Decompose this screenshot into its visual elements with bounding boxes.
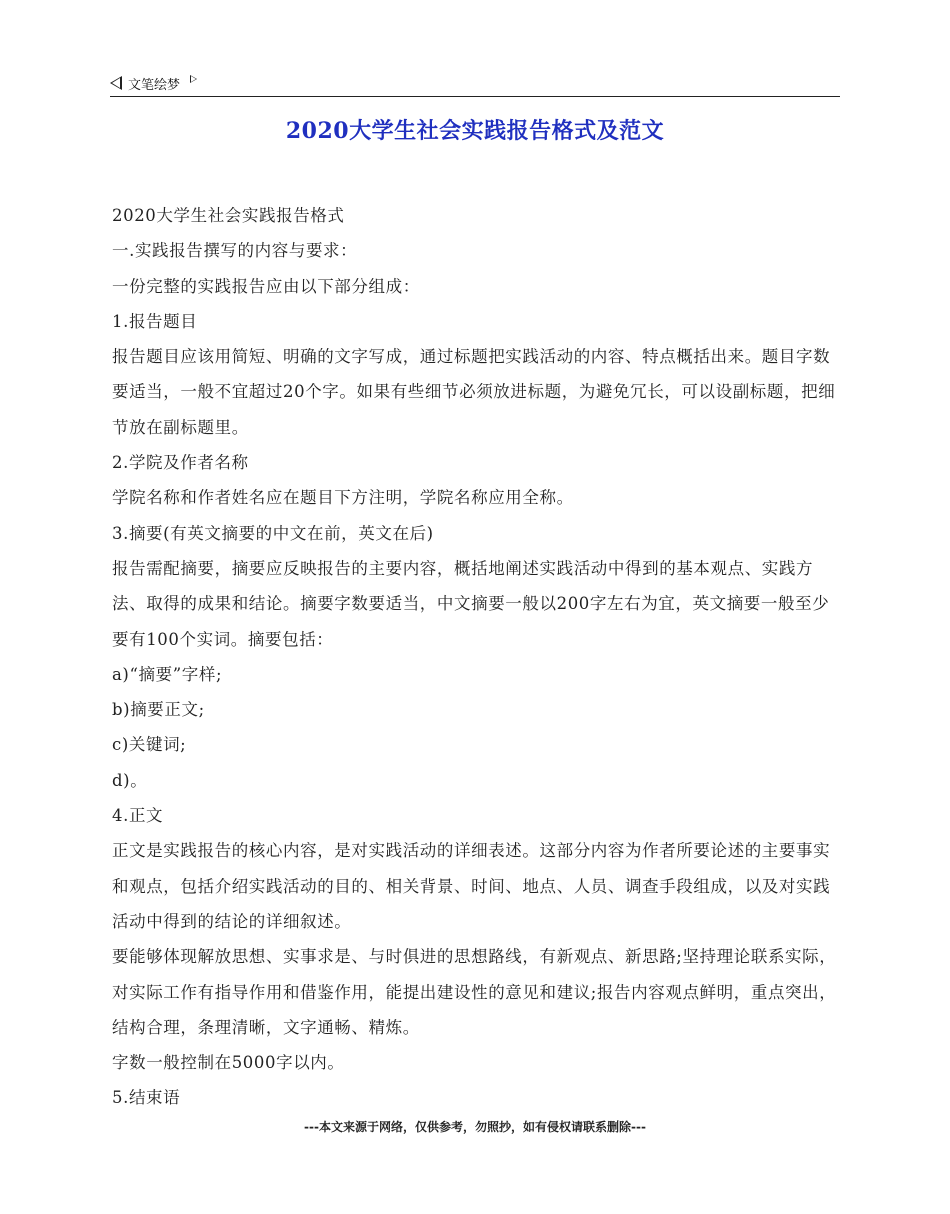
- list-item: b)摘要正文;: [112, 700, 205, 720]
- section-heading: 4.正文: [112, 806, 164, 826]
- section-heading: 5.结束语: [112, 1088, 181, 1108]
- list-item: a)“摘要”字样;: [112, 664, 223, 684]
- list-item: c)关键词;: [112, 735, 187, 755]
- section-heading: 1.报告题目: [112, 311, 198, 331]
- paragraph: 报告需配摘要，摘要应反映报告的主要内容，概括地阐述实践活动中得到的基本观点、实践方法、取得的成果和结论。摘要字数要适当，中文摘要一般以200字左右为宜，英文摘要一般至少要有100个实词。摘要包括：: [112, 558, 830, 649]
- paragraph: 一份完整的实践报告应由以下部分组成：: [112, 276, 420, 296]
- document-title: 2020大学生社会实践报告格式及范文: [285, 118, 665, 144]
- page-footer-note: ---本文来源于网络，仅供参考，勿照抄，如有侵权请联系删除---: [304, 1120, 646, 1134]
- section-heading: 3.摘要(有英文摘要的中文在前，英文在后): [112, 523, 434, 543]
- header-brand: 文笔绘梦: [128, 77, 181, 93]
- section-heading: 2.学院及作者名称: [112, 453, 249, 473]
- list-item: d)。: [112, 770, 148, 790]
- document-body: [112, 198, 840, 1116]
- right-triangle-icon: [190, 75, 197, 83]
- paragraph: 学院名称和作者姓名应在题目下方注明，学院名称应用全称。: [112, 488, 574, 508]
- paragraph: 要能够体现解放思想、实事求是、与时俱进的思想路线，有新观点、新思路;坚持理论联系实际，对实际工作有指导作用和借鉴作用，能提出建设性的意见和建议;报告内容观点鲜明，重点突出，结构合理，条理清晰，文字通畅、精炼。: [112, 947, 837, 1037]
- paragraph: 一.实践报告撰写的内容与要求：: [112, 241, 358, 261]
- paragraph: 正文是实践报告的核心内容，是对实践活动的详细表述。这部分内容为作者所要论述的主要事实和观点，包括介绍实践活动的目的、相关背景、时间、地点、人员、调查手段组成，以及对实践活动中得到的结论的详细叙述。: [112, 841, 831, 931]
- left-triangle-icon: [110, 76, 122, 90]
- page-header: [110, 70, 840, 97]
- paragraph: 报告题目应该用简短、明确的文字写成，通过标题把实践活动的内容、特点概括出来。题目字数要适当，一般不宜超过20个字。如果有些细节必须放进标题，为避免冗长，可以设副标题，把细节放在副标题里。: [112, 347, 836, 437]
- paragraph: 2020大学生社会实践报告格式: [112, 206, 345, 225]
- paragraph: 字数一般控制在5000字以内。: [112, 1053, 345, 1073]
